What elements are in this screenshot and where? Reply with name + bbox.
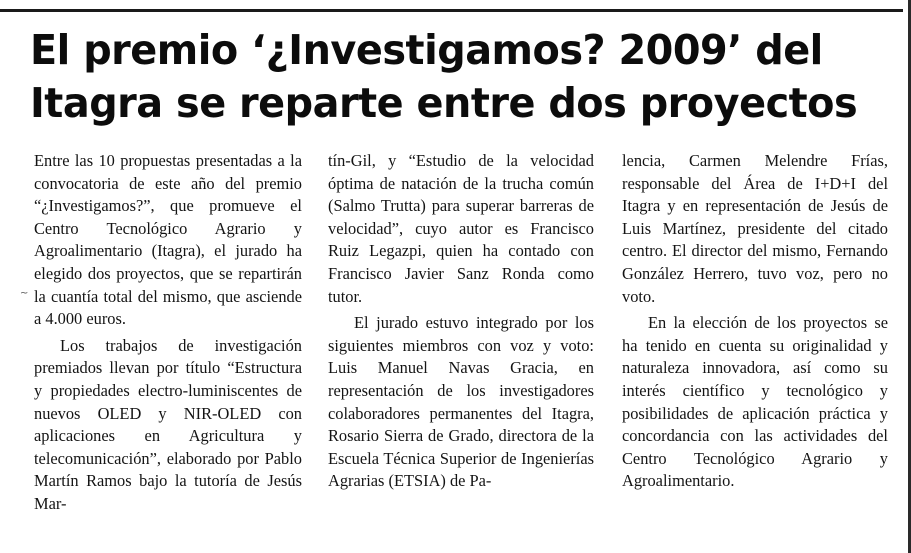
top-rule: [0, 9, 903, 12]
headline-line-1: El premio ‘¿Investigamos? 2009’ del: [30, 26, 823, 74]
paragraph: Entre las 10 propuestas presentadas a la convocatoria de este año del premio “¿Investigamos?”, que promueve el Centro Tecnológico Agrario y Agroalimentario (Itagra), el jurado ha elegido dos proyectos, que se repartirán la cuantía total del mismo, que asciende a 4.000 euros.: [34, 151, 302, 329]
article-column-3: [622, 150, 888, 493]
print-mark: ~: [20, 288, 29, 299]
article-column-1: [34, 150, 302, 516]
article-column-2: [328, 150, 594, 493]
paragraph: Los trabajos de investigación premiados llevan por título “Estructura y propiedades electro-luminiscentes de nuevos OLED y NIR-OLED con aplicaciones en Agricultura y telecomunicación”, elaborado por Pablo Martín Ramos bajo la tutoría de Jesús Mar-: [34, 335, 302, 513]
paragraph: En la elección de los proyectos se ha tenido en cuenta su originalidad y naturaleza innovadora, así como su interés científico y tecnológico y posibilidades de aplicación práctica y concordancia con las actividades del Centro Tecnológico Agrario y Agroalimentario.: [622, 313, 888, 491]
article-headline: [30, 24, 874, 130]
headline-line-2: Itagra se reparte entre dos proyectos: [30, 79, 858, 127]
paragraph: El jurado estuvo integrado por los siguientes miembros con voz y voto: Luis Manuel Navas Gracia, en representación de los investigadores colaboradores permanentes del Itagra, Rosario Sierra de Grado, directora de la Escuela Técnica Superior de Ingenierías Agrarias (ETSIA) de Pa-: [328, 313, 594, 491]
paragraph: lencia, Carmen Melendre Frías, responsable del Área de I+D+I del Itagra y en representación de Jesús de Luis Martínez, presidente del citado centro. El director del mismo, Fernando González Herrero, tuvo voz, pero no voto.: [622, 151, 888, 306]
paragraph: tín-Gil, y “Estudio de la velocidad óptima de natación de la trucha común (Salmo Trutta) para superar barreras de velocidad”, cuyo autor es Francisco Ruiz Legazpi, quien ha contado con Francisco Javier Sanz Ronda como tutor.: [328, 151, 594, 306]
